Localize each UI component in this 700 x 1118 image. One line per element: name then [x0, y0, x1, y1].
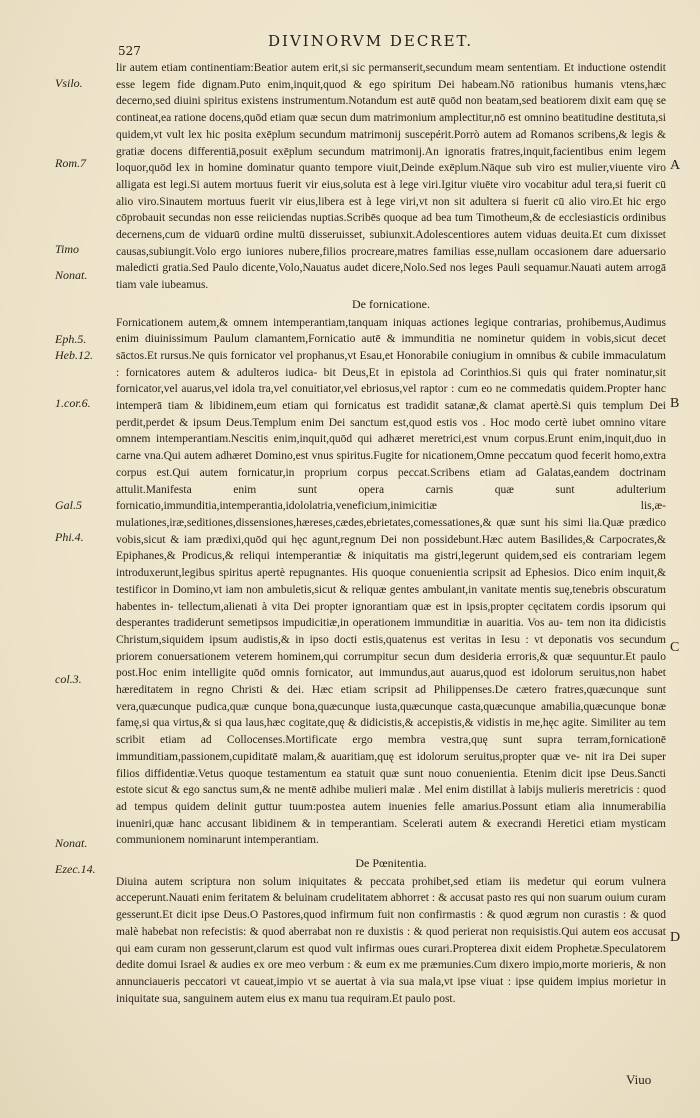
margin-note: Rom.7: [55, 156, 86, 170]
paragraph: lir autem etiam continentiam:Beatior autem erit,si sic permanserit,secundum meam sententiam. Et inductione ostendit esse legem fide dignam.Puto enim,inquit,quod & ego spiritum Dei habeam.Nō rationibus humanis vtens,hæc decerno,sed diuini spiritus existens instrumentum.Notandum est autē quōd non beatam,sed beatiorem dixit eam quę se contineat,ea ratione docens,quōd etiam quæ secun dum matrimonium amplectitur,nō est omnino beatitudine destituta,si quidem,vt vult lex hic posita exēplum secundum matrimonij suscepérit.Porrò autem ad Romanos scribens,& legis & gratiæ docens differentiā,posuit exēplum secundum matrimonij.An ignoratis fratres,inquit,facientibus enim legem loquor,quōd lex in homine dominatur quanto tempore viuit,Deinde exēplum.Nāque sub viro est mulier,viuente viro alligata est legi.Si autem mortuus fuerit vir eius,soluta est à lege viri.Igitur viuēte viro vocabitur adul tera,si fuerit cū alio viro.Sinautem mortuus fuerit vir eius,libera est à lege viri,vt non sit adultera si fuerit cū alio viro.Et hic ergo cōprobauit secundas non esse reiiciendas nuptias.Scribēs quoque ad bea tum Timotheum,& de ecclesiasticis ordinibus decernens,cum de viduarū ordine multū disseruisset, subiunxit.Adolescentiores autem viduas deuita.Et cum dixisset causas,subiungit.Volo ergo iuniores nubere,filios procreare,matres familias esse,nullam occasionem dare aduersario maledicti gratia.Sed Paulo dicente,Volo,Nauatus audet dicere,Nolo.Sed nos leges Pauli sequamur.Nauati autem arrogā tiam vale iubeamus.: [116, 62, 666, 292]
section-letter: B: [670, 396, 680, 411]
margin-note: Vsilo.: [55, 76, 83, 90]
catchword: Viuo: [626, 1072, 652, 1087]
margin-note: col.3.: [55, 672, 82, 686]
margin-note: Phi.4.: [55, 530, 84, 544]
margin-note: Nonat.: [55, 836, 88, 850]
page-header: [118, 30, 678, 58]
body-text: [116, 60, 666, 1007]
page-number: 527: [118, 44, 141, 58]
margin-note: Gal.5: [55, 498, 82, 512]
section-heading: De Pœnitentia.: [355, 856, 427, 871]
paragraph: Fornicationem autem,& omnem intemperantiam,tanquam iniquas actiones legique contrarias, prohibemus,Audimus enim diuinissimum Paulum clamantem,Fornicatio autē & immunditia ne nominetur quidem in vobis,sicut decet sāctos.Et rursus.Ne quis fornicator vel prophanus,vt Esau,et Honorabile coniugium in omnibus & cubile immaculatum : fornicatores autem & adulteros iudica- bit Deus,Et in epistola ad Corinthios.Si quis qui frater nominatur,sit fornicator,vel auarus,vel idola tra,vel conuitiator,vel ebriosus,vel raptor : cum eo ne commedatis quidem.Propter hanc intemperā tiam & libidinem,eum etiam qui fornicatus est tradidit satanæ,& clamat apertè.Si quis templum Dei perdit,perdet & ipsum Deus.Templum enim Dei sanctum est,quod estis vos . Hoc modo certè iubet omnino vitare omnem intemperantiam.Nescitis enim,inquit,quōd qui adhæret meretrici,est vnum corpus.Erunt enim,inquit,duo in carne vna.Qui autem adhæret Domino,est vnus spiritus.Fugite for nicationem,Omne peccatum quod fecerit homo,extra corpus est.Qui autem fornicatur,in proprium corpus peccat.Scribens etiam ad Galatas,eandem doctrinam attulit.Manifesta enim sunt opera carnis quæ sunt adulterium fornicatio,immunditia,intemperantia,idololatria,veneficium,inimicitiæ lis,æ- mulationes,iræ,seditiones,dissensiones,hæreses,cædes,ebrietates,comessationes,& quæ sunt his simi lia.Quæ prædico vobis,sicut & iam prædixi,quōd qui hęc agunt,regnum Dei non possidebunt.Hæc autem Basilides,& Carpocrates,& Epiphanes,& Prodicus,& reliqui intemperantiæ & iniquitatis ma gistri,legerunt quidem,sed eis contrariam legem introduxerunt,legibus spiritus apertè repugnantes. His quoque conuenientia scripsit ad Ephesios. Dico enim inquit,& testificor in Domino,vt iam non ambuletis,sicut & reliquæ gentes ambulant,in vanitate mentis suę,tenebris obscuratum habentes in- tellectum,alienati à vita Dei propter ignorantiam quæ est in ipsis,propter cęcitatem cordis ipsorum qui desperantes tradiderunt semetipsos impudicitiæ,in operationem immunditiæ in auaritia. Vos au- tem non ita didicistis Christum,siquidem ipsum audistis,& in ipso docti estis,quatenus est veritas in Iesu : vt deponatis vos secundum priorem conuersationem veterem hominem,qui corrumpitur secun dum desideria erroris,& quæ sequuntur.Et paulo post.Hoc enim intelligite quōd omnis fornicator, aut immundus,aut auarus,quod est idolorum seruitus,non habet hæreditatem in regno Christi & dei. Hæc etiam scripsit ad Philippenses.De cætero fratres,quæcunque sunt vera,quæcunque pudica,quæ cunque bona,quæcunque iusta,quæcunque casta,quæcunque amabilia,quæcunque bonæ famę,si qua virtus,& si qua laus,hæc cogitate,quę & didicistis,& accepistis,& vidistis in me,hęc agite. Similiter au tem scribit etiam ad Collocenses.Mortificate ergo membra vestra,quę sunt supra terram,fornicationē immunditiam,passionem,cupiditatē malam,& auaritiam,quę est idolorum seruitus,propter quæ ve- nit ira Dei super filios diffidentiæ.Vetus quoque testamentum ea statuit quæ sunt nouo conuenientia. Etenim dicit ipse Deus.Sancti estote sicut & ego sanctus sum,& ne mentē adhibe mulieri malæ . Mel enim distillat à labijs mulieris meretricis : quod ad tempus quidem delinit guttur tuum:postea autem inuenies felle amarius.Possunt etiam alia innumerabilia inueniri,quæ hanc accusant libidinem & in temperantiam. Scelerati autem & execrandi Heretici etiam mysticam communionem nominarunt intemperantiam.: [116, 316, 666, 847]
section-letter: C: [670, 640, 680, 655]
margin-notes: [0, 0, 110, 1118]
section-letter: A: [670, 158, 681, 173]
section-letter: D: [670, 930, 681, 945]
margin-note: Ezec.14.: [55, 862, 96, 876]
margin-note: Eph.5.: [55, 332, 87, 346]
margin-note: Timo: [55, 242, 80, 256]
section-heading: De fornicatione.: [352, 296, 430, 311]
margin-note: Heb.12.: [55, 348, 93, 362]
margin-note: Nonat.: [55, 268, 88, 282]
margin-note: 1.cor.6.: [55, 396, 91, 410]
running-title: DIVINORVM DECRET.: [268, 32, 474, 50]
paragraph: Diuina autem scriptura non solum iniquitates & peccata prohibet,sed etiam iis medetur qui eorum vulnera acceperunt.Nauati enim feritatem & beluinam crudelitatem abhorret : & accusat pasto res qui non suarum ouium curam gesserunt.Et dicit ipse Deus.O Pastores,quod infirmum fuit non confirmastis : & quod ægrum non curastis : & quod malè habebat non refecistis: & quod aberrabat non re duxistis : & quod perierat non requisistis.Qui autem eos accusat qui eam curam non gesserunt,clarum est quod vult infirmas oues curari.Propterea dixit eidem Prophetæ.Speculatorem dedite domui Israel & audies ex ore meo verbum : & eum ex me præmunies.Cum dixero impio,morte morieris, & non annunciaueris peccatori vt caueat,impio vt se auertat à via sua mala,vt ipse viuat : ipse quidem impius morietur in iniquitate sua, sanguinem autem eius ex manu tua requiram.Et paulo post.: [116, 875, 666, 1005]
